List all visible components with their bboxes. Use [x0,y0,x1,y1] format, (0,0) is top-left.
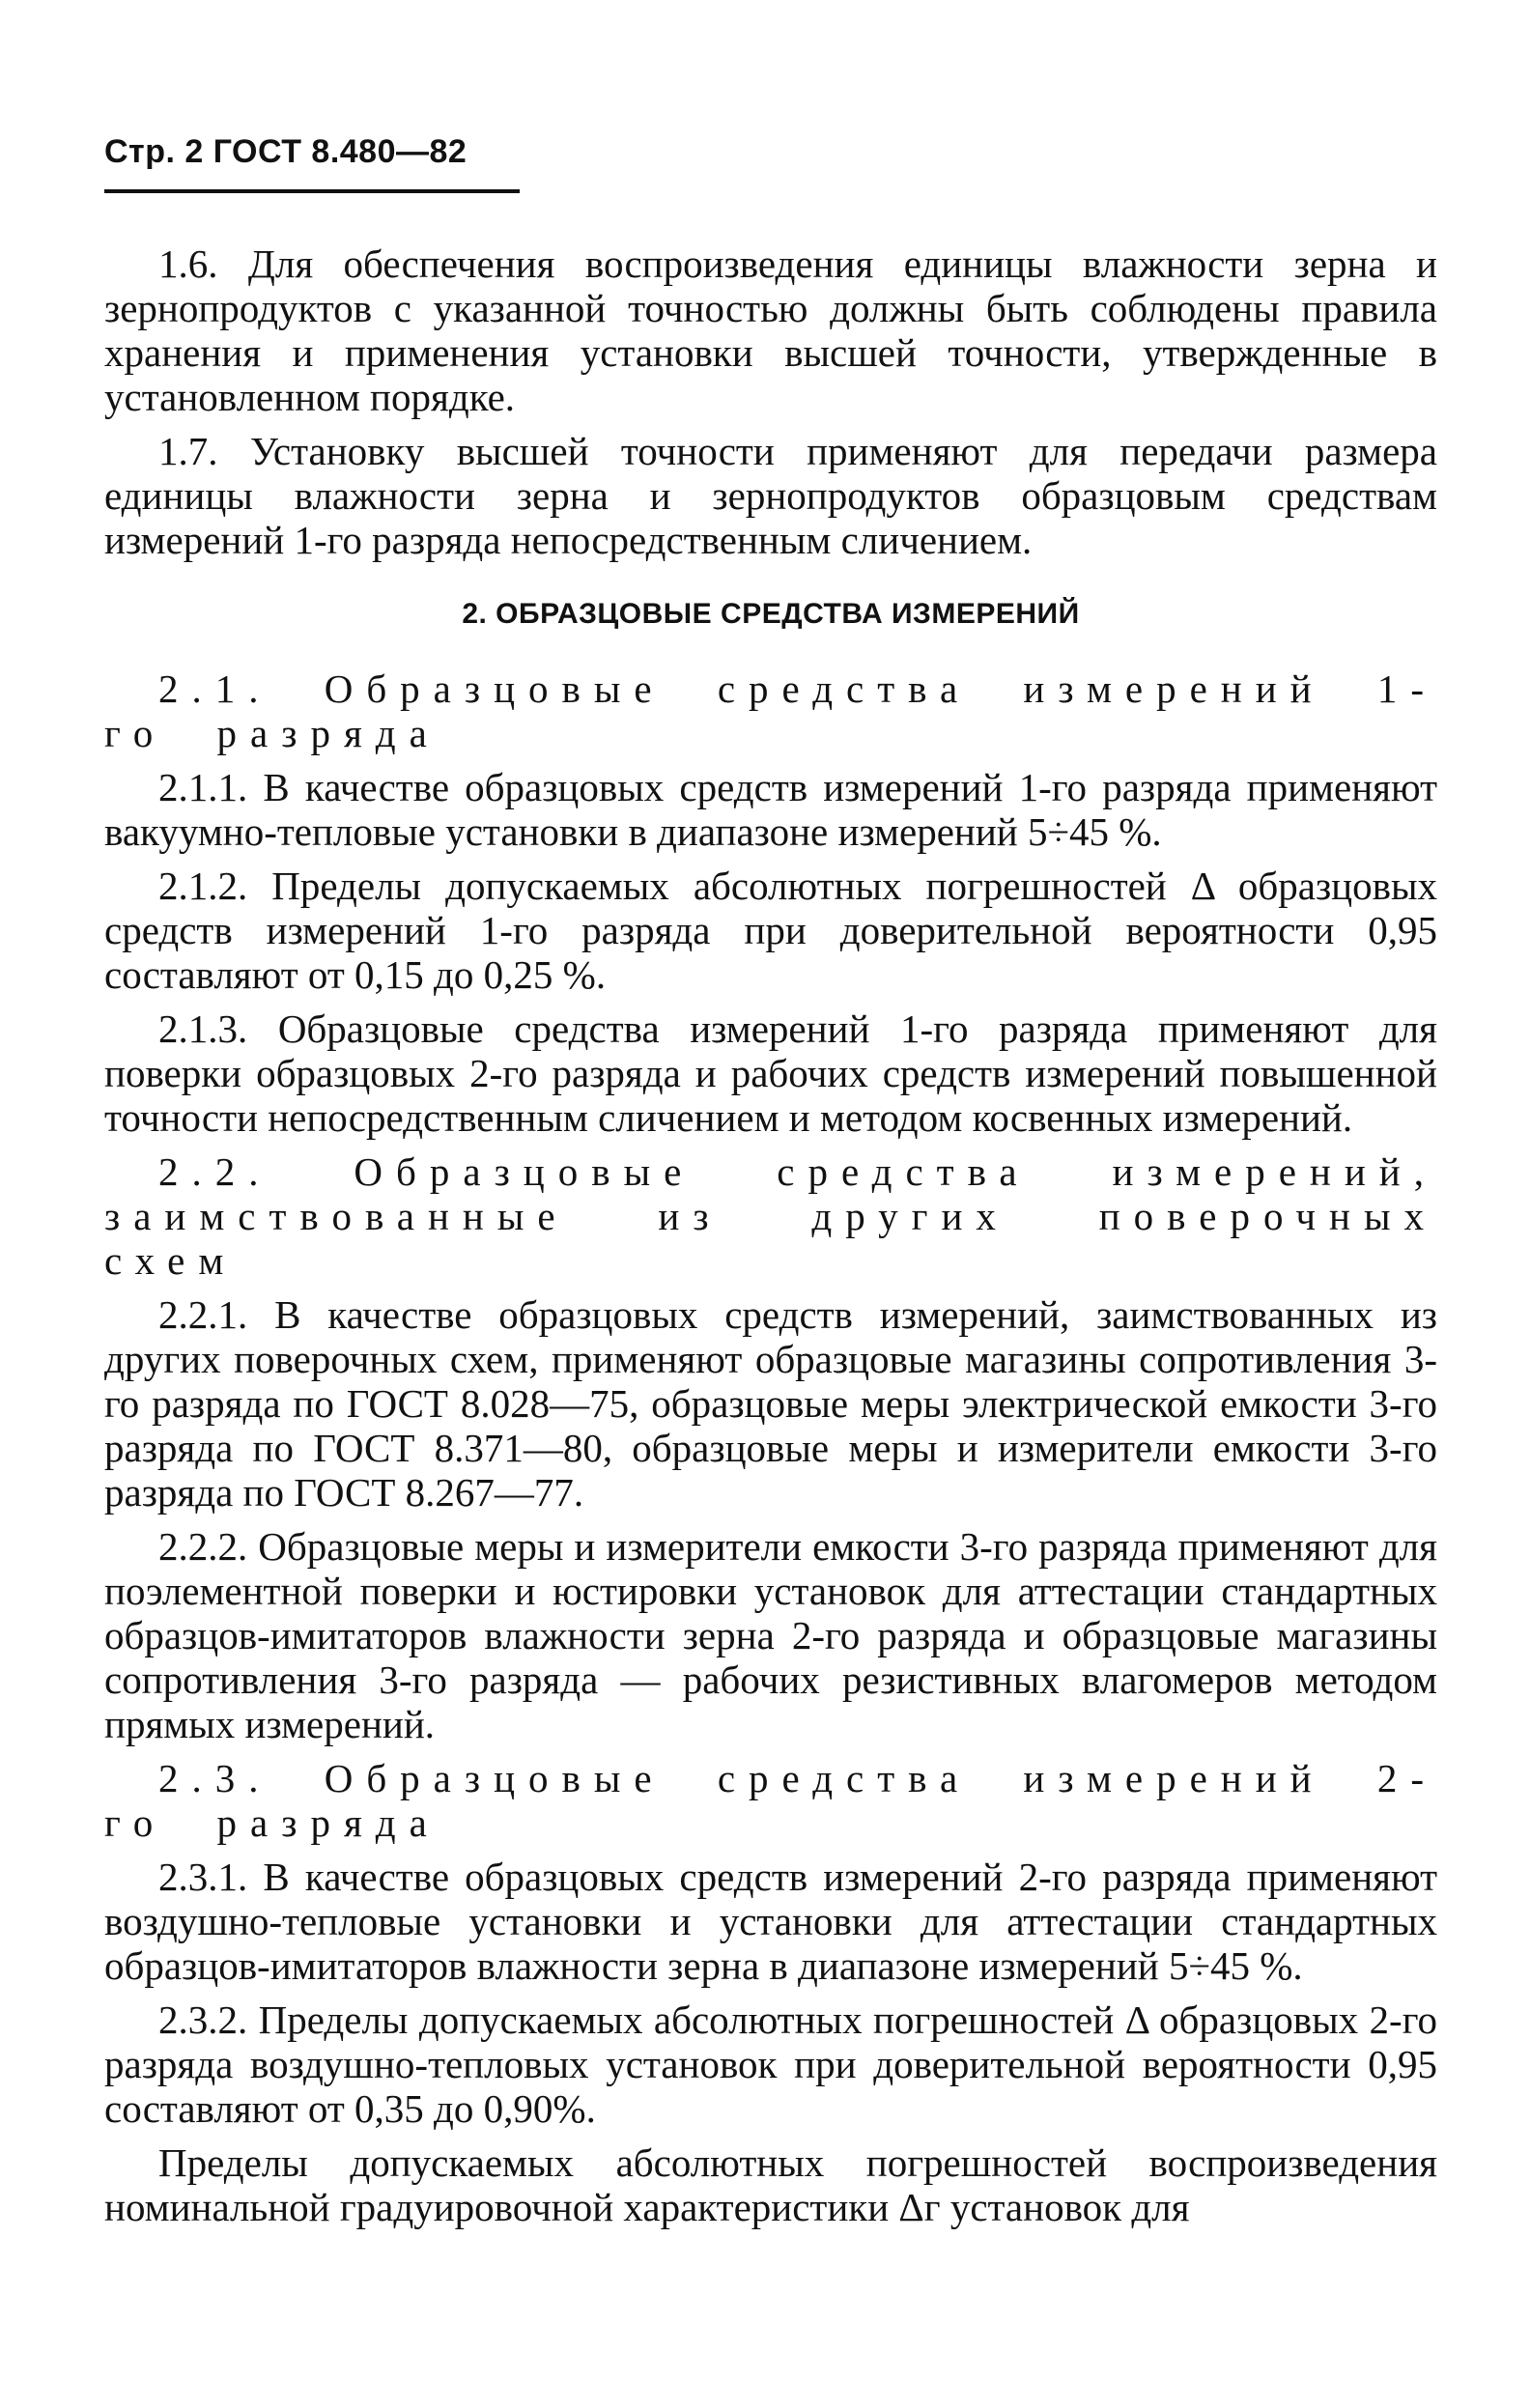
paragraph-1-7: 1.7. Установку высшей точности применяют для передачи размера единицы влажности зерна и зернопродуктов образцовым средствам измерений 1-го разряда непосредственным сличением. [104,429,1437,562]
subsection-2-2-heading: 2.2. Образцовые средства измерений, заимствованные из других поверочных схем [104,1149,1437,1283]
paragraph-2-3-1: 2.3.1. В качестве образцовых средств измерений 2-го разряда применяют воздушно-тепловые установки и установки для аттестации стандартных образцов-имитаторов влажности зерна в диапазоне измерений 5÷45 %. [104,1855,1437,1988]
paragraph-2-2-2: 2.2.2. Образцовые меры и измерители емкости 3-го разряда применяют для поэлементной поверки и юстировки установок для аттестации стандартных образцов-имитаторов влажности зерна 2-го разряда и образцовые магазины сопротивления 3-го разряда — рабочих резистивных влагомеров методом прямых измерений. [104,1524,1437,1746]
running-header: Стр. 2 ГОСТ 8.480—82 [104,133,468,170]
section-2-heading: 2. ОБРАЗЦОВЫЕ СРЕДСТВА ИЗМЕРЕНИЙ [462,598,1080,630]
paragraph-2-2-1: 2.2.1. В качестве образцовых средств измерений, заимствованных из других поверочных схем, применяют образцовые магазины сопротивления 3-го разряда по ГОСТ 8.028—75, образцовые меры электрической емкости 3-го разряда по ГОСТ 8.371—80, образцовые меры и измерители емкости 3-го разряда по ГОСТ 8.267—77. [104,1292,1437,1515]
subsection-2-3-heading: 2.3. Образцовые средства измерений 2-го разряда [104,1756,1437,1845]
header-rule [104,189,520,193]
paragraph-final: Пределы допускаемых абсолютных погрешностей воспроизведения номинальной градуировочной характеристики Δг установок для [104,2140,1437,2229]
paragraph-2-1-1: 2.1.1. В качестве образцовых средств измерений 1-го разряда применяют вакуумно-тепловые установки в диапазоне измерений 5÷45 %. [104,765,1437,854]
subsection-2-1-heading: 2.1. Образцовые средства измерений 1-го разряда [104,666,1437,755]
paragraph-2-1-3: 2.1.3. Образцовые средства измерений 1-го разряда применяют для поверки образцовых 2-го разряда и рабочих средств измерений повышенной точности непосредственным сличением и методом косвенных измерений. [104,1006,1437,1140]
paragraph-2-3-2: 2.3.2. Пределы допускаемых абсолютных погрешностей Δ образцовых 2-го разряда воздушно-тепловых установок при доверительной вероятности 0,95 составляют от 0,35 до 0,90%. [104,1997,1437,2131]
paragraph-1-6: 1.6. Для обеспечения воспроизведения единицы влажности зерна и зернопродуктов с указанной точностью должны быть соблюдены правила хранения и применения установки высшей точности, утвержденные в установленном порядке. [104,241,1437,419]
paragraph-2-1-2: 2.1.2. Пределы допускаемых абсолютных погрешностей Δ образцовых средств измерений 1-го разряда при доверительной вероятности 0,95 составляют от 0,15 до 0,25 %. [104,864,1437,997]
document-body [104,241,1437,2239]
